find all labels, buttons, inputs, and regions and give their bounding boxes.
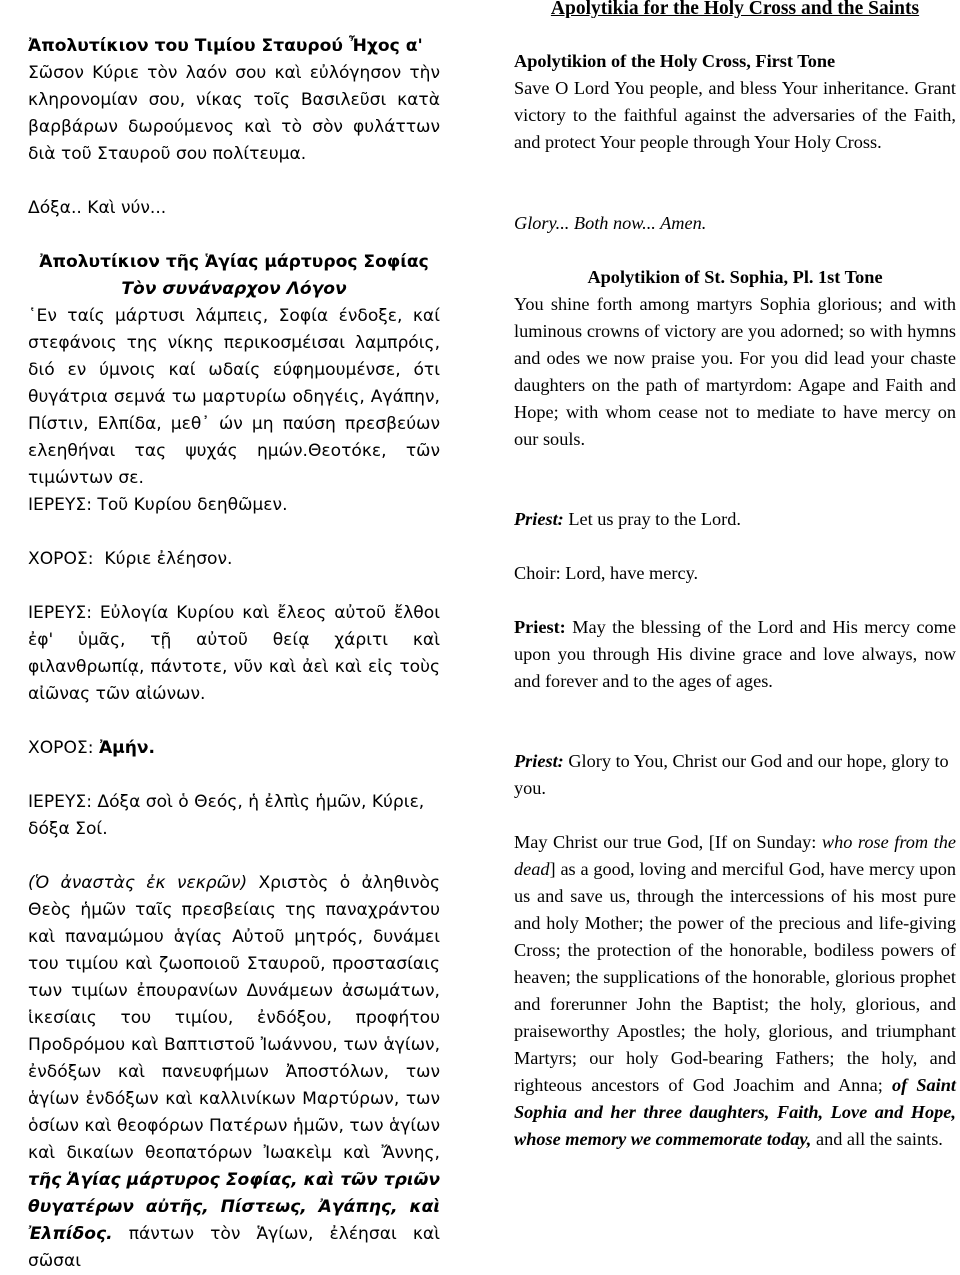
sophia-title-greek: Ἀπολυτίκιον τῆς Ἁγίας μάρτυρος Σοφίας bbox=[39, 252, 429, 272]
holy-cross-title-english: Apolytikion of the Holy Cross, First Tone bbox=[514, 51, 836, 71]
holy-cross-text-greek: Σῶσον Κύριε τὸν λαόν σου καὶ εὐλόγησον τὴν κληρονομίαν σου, νίκας τοῖς Βασιλεῦσι κατὰ βαρβάρων δωρούμενος καὶ τὸ σὸν φυλάττων διὰ τοῦ Σταυροῦ σου πολίτευμα. bbox=[28, 63, 440, 164]
priest-label: ΙΕΡΕΥΣ: bbox=[28, 495, 92, 515]
priest-label: Priest: bbox=[514, 617, 566, 637]
priest2-greek bbox=[28, 600, 440, 708]
priest-text: Δόξα σοὶ ὁ Θεός, ἡ ἐλπὶς ἡμῶν, Κύριε, δόξα Σοί. bbox=[28, 792, 425, 839]
sophia-subtitle-greek: Τὸν συνάναρχον Λόγον bbox=[121, 279, 347, 299]
priest1-english bbox=[514, 506, 956, 533]
dismissal-end-greek: πάντων τὸν Ἁγίων, ἐλέησαι καὶ σῶσαι bbox=[28, 1224, 440, 1271]
holy-cross-text-english: Save O Lord You people, and bless Your inheritance. Grant victory to the faithful against the adversaries of the Faith, and protect Your people through Your Holy Cross. bbox=[514, 78, 956, 152]
choir-label: ΧΟΡΟΣ: bbox=[28, 549, 94, 569]
dismissal-saint-greek: τῆς Ἁγίας μάρτυρος Σοφίας, καὶ τῶν τριῶν θυγατέρων αὐτῆς, Πίστεως, Ἀγάπης, καὶ Ἐλπίδος. bbox=[28, 1170, 440, 1244]
dismissal-text-english: ] as a good, loving and merciful God, have mercy upon us and save us, through the intercessions of his most pure and holy Mother; the power of the precious and life-giving Cross; the protection of the honorable, bodiless powers of heaven; the supplications of the honorable, glorious prophet and forerunner John the Baptist; the holy, glorious, and praiseworthy Apostles; the holy, glorious, and triumphant Martyrs; our holy God-bearing Fathers; the holy, and righteous ancestors of God Joachim and Anna; bbox=[514, 859, 956, 1095]
priest-label: Priest: bbox=[514, 751, 564, 771]
dismissal-sunday-greek: (Ὁ ἀναστὰς ἐκ νεκρῶν) bbox=[28, 873, 248, 893]
choir-label: ΧΟΡΟΣ: bbox=[28, 738, 94, 758]
page-header: Apolytikia for the Holy Cross and the Saints bbox=[550, 0, 920, 18]
priest1-greek bbox=[28, 492, 440, 519]
choir2-greek bbox=[28, 735, 440, 762]
priest-text: Glory to You, Christ our God and our hope, glory to you. bbox=[514, 751, 949, 798]
dismissal-greek bbox=[28, 870, 440, 1275]
holy-cross-title-greek: Ἀπολυτίκιον του Τιμίου Σταυρού Ἦχος α' bbox=[28, 36, 423, 56]
sophia-text-greek: ῾Εν ταίς μάρτυσι λάμπεις, Σοφία ένδοξε, καί στεφάνοις της νίκης περικοσμέισαι λαμπρόις, διό εν ύμνοις καί ωδαίς εύφημουμένσε, ότι θυγάτρια σεμνά τω μαρτυρίω οδηγέις, Αγάπην, Πίστιν, Ελπίδα, μεθ᾽ ών μη παύση πρεσβεύων ελεηθήναι τας ψυχάς ημών.Θεοτόκε, τῶν τιμώντων σε. bbox=[28, 306, 440, 488]
dismissal-start-english: May Christ our true God, [If on Sunday: bbox=[514, 832, 817, 852]
dismissal-end-english: and all the saints. bbox=[815, 1129, 943, 1149]
priest-label: ΙΕΡΕΥΣ: bbox=[28, 603, 92, 623]
dismissal-english bbox=[514, 829, 956, 1153]
glory-english: Glory... Both now... Amen. bbox=[514, 213, 707, 233]
priest-text: May the blessing of the Lord and His mercy come upon you through His divine grace and love always, now and forever and to the ages of ages. bbox=[514, 617, 956, 691]
choir-text: Ἀμήν. bbox=[98, 738, 156, 758]
sophia-text-english: You shine forth among martyrs Sophia glorious; and with luminous crowns of victory are you adorned; so with hymns and odes we now praise you. For you did lead your chaste daughters on the path of martyrdom: Agape and Faith and Hope; with whom cease not to mediate to have mercy on our souls. bbox=[514, 294, 956, 449]
doxa-greek: Δόξα.. Καὶ νύν... bbox=[28, 198, 167, 218]
sophia-title-english: Apolytikion of St. Sophia, Pl. 1st Tone bbox=[587, 267, 883, 287]
choir1-english: Choir: Lord, have mercy. bbox=[514, 563, 699, 583]
choir-text: Κύριε ἐλέησον. bbox=[104, 549, 233, 569]
priest-label: ΙΕΡΕΥΣ: bbox=[28, 792, 92, 812]
dismissal-text-greek: Χριστὸς ὁ ἀληθινὸς Θεὸς ἡμῶν ταῖς πρεσβείαις της παναχράντου καὶ παναμώμου ἁγίας Αὐτοῦ μητρός, δυνάμει του τιμίου καὶ ζωοποιοῦ Σταυροῦ, προστασίαις των τιμίων ἐπουρανίων Δυνάμεων ἀσωμάτων, ἱκεσίαις του τιμίου, ἐνδόξου, προφήτου Προδρόμου καὶ Βαπτιστοῦ Ἰωάννου, των ἁγίων, ἐνδόξων καὶ πανευφήμων Ἀποστόλων, των ἁγίων ἐνδόξων καὶ καλλινίκων Μαρτύρων, των ὁσίων καὶ θεοφόρων Πατέρων ἡμῶν, των ἁγίων καὶ δικαίων θεοπατόρων Ἰωακεὶμ καὶ Ἄννης, bbox=[28, 873, 440, 1163]
priest3-english bbox=[514, 748, 956, 802]
dismissal-sunday-english: who rose from the dead bbox=[514, 832, 956, 879]
priest3-greek bbox=[28, 789, 440, 843]
dismissal-saint-english: of Saint Sophia and her three daughters, Faith, Love and Hope, whose memory we commemorate today, bbox=[514, 1075, 956, 1149]
priest-label: Priest: bbox=[514, 509, 564, 529]
priest-text: Εὐλογία Κυρίου καὶ ἔλεος αὐτοῦ ἔλθοι ἐφ' ὑμᾶς, τῇ αὐτοῦ θείᾳ χάριτι καὶ φιλανθρωπίᾳ, πάντοτε, νῦν καὶ ἀεὶ καὶ εἰς τοὺς αἰῶνας τῶν αἰώνων. bbox=[28, 603, 440, 704]
choir1-greek bbox=[28, 546, 440, 573]
priest-text: Τοῦ Κυρίου δεηθῶμεν. bbox=[97, 495, 288, 515]
priest-text: Let us pray to the Lord. bbox=[568, 509, 741, 529]
priest2-english bbox=[514, 614, 956, 695]
